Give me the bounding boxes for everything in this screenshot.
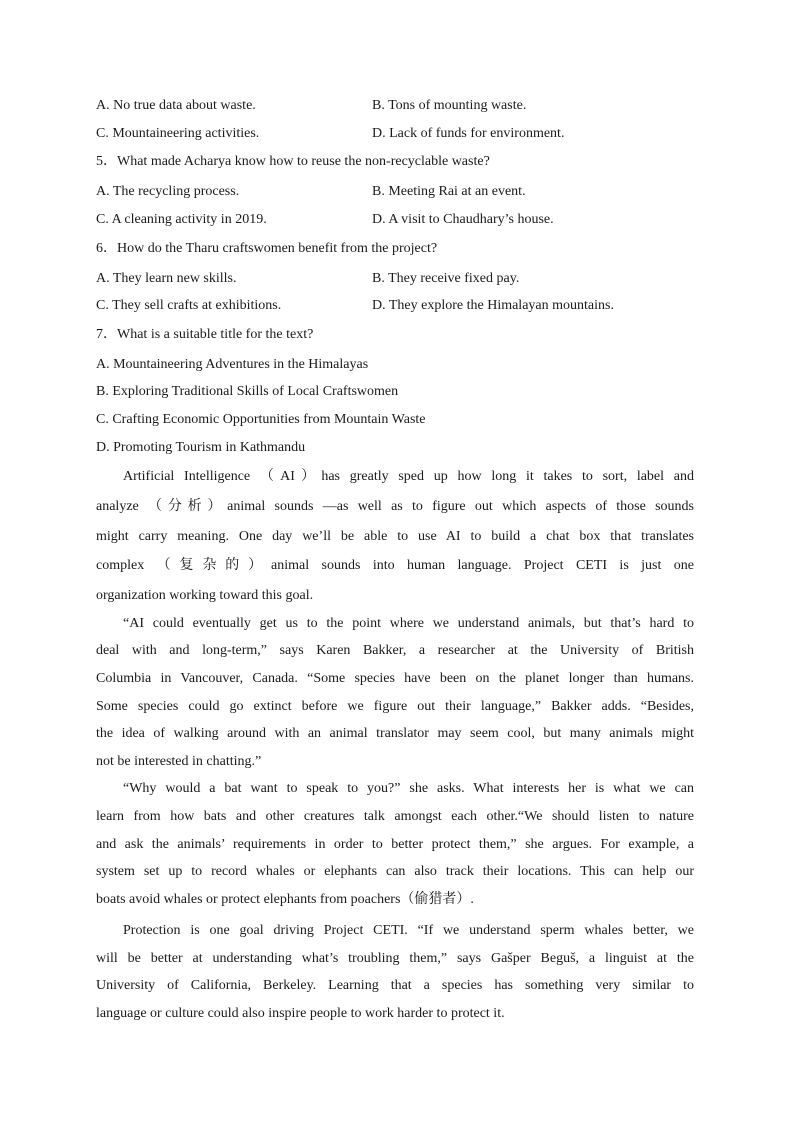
passage-p2-line: Columbia in Vancouver, Canada. “Some species have been on the planet longer than humans. bbox=[96, 671, 694, 686]
q5-stem: 5．What made Acharya know how to reuse the non-recyclable waste? bbox=[96, 154, 490, 169]
passage-p1-line: Artificial Intelligence （AI）has greatly sped up how long it takes to sort, label and bbox=[123, 469, 694, 484]
q5-option-d: D. A visit to Chaudhary’s house. bbox=[372, 212, 554, 227]
q5-option-b: B. Meeting Rai at an event. bbox=[372, 184, 526, 199]
q6-option-d: D. They explore the Himalayan mountains. bbox=[372, 298, 614, 313]
passage-p2-line: deal with and long-term,” says Karen Bakker, a researcher at the University of British bbox=[96, 643, 694, 658]
q5-option-a: A. The recycling process. bbox=[96, 184, 240, 199]
passage-p2-line: not be interested in chatting.” bbox=[96, 754, 262, 769]
q7-option-a: A. Mountaineering Adventures in the Himalayas bbox=[96, 357, 369, 372]
q4-option-c: C. Mountaineering activities. bbox=[96, 126, 260, 141]
passage-p1-line: might carry meaning. One day we’ll be able to use AI to build a chat box that translates bbox=[96, 529, 694, 544]
passage-p3-line: boats avoid whales or protect elephants from poachers（偷猎者）. bbox=[96, 892, 474, 907]
passage-p3-line: system set up to record whales or elephants can also track their locations. This can help our bbox=[96, 864, 694, 879]
q4-option-b: B. Tons of mounting waste. bbox=[372, 98, 527, 113]
passage-p1-line: analyze （分析）animal sounds —as well as to figure out which aspects of those sounds bbox=[96, 499, 694, 514]
passage-p4-line: Protection is one goal driving Project CETI. “If we understand sperm whales better, we bbox=[123, 923, 694, 938]
q7-option-b: B. Exploring Traditional Skills of Local Craftswomen bbox=[96, 384, 399, 399]
q6-stem: 6．How do the Tharu craftswomen benefit from the project? bbox=[96, 241, 438, 256]
q7-option-d: D. Promoting Tourism in Kathmandu bbox=[96, 440, 306, 455]
passage-p4-line: will be better at understanding what’s troubling them,” says Gašper Beguš, a linguist at the bbox=[96, 951, 694, 966]
q6-option-a: A. They learn new skills. bbox=[96, 271, 237, 286]
q7-stem: 7．What is a suitable title for the text? bbox=[96, 327, 314, 342]
q6-option-b: B. They receive fixed pay. bbox=[372, 271, 520, 286]
q6-option-c: C. They sell crafts at exhibitions. bbox=[96, 298, 282, 313]
q5-option-c: C. A cleaning activity in 2019. bbox=[96, 212, 267, 227]
passage-p2-line: the idea of walking around with an animal translator may seem cool, but many animals might bbox=[96, 726, 694, 741]
passage-p3-line: and ask the animals’ requirements in order to better protect them,” she argues. For example, a bbox=[96, 837, 694, 852]
q4-option-d: D. Lack of funds for environment. bbox=[372, 126, 565, 141]
passage-p2-line: “AI could eventually get us to the point where we understand animals, but that’s hard to bbox=[123, 616, 694, 631]
passage-p4-line: language or culture could also inspire people to work harder to protect it. bbox=[96, 1006, 505, 1021]
passage-p1-line: organization working toward this goal. bbox=[96, 588, 314, 603]
passage-p3-line: learn from how bats and other creatures talk amongst each other.“We should listen to nature bbox=[96, 809, 694, 824]
q7-option-c: C. Crafting Economic Opportunities from Mountain Waste bbox=[96, 412, 426, 427]
passage-p4-line: University of California, Berkeley. Learning that a species has something very similar to bbox=[96, 978, 694, 993]
passage-p1-line: complex （复杂的）animal sounds into human language. Project CETI is just one bbox=[96, 558, 694, 573]
passage-p3-line: “Why would a bat want to speak to you?” she asks. What interests her is what we can bbox=[123, 781, 694, 796]
q4-option-a: A. No true data about waste. bbox=[96, 98, 256, 113]
passage-p2-line: Some species could go extinct before we figure out their language,” Bakker adds. “Besides, bbox=[96, 699, 694, 714]
